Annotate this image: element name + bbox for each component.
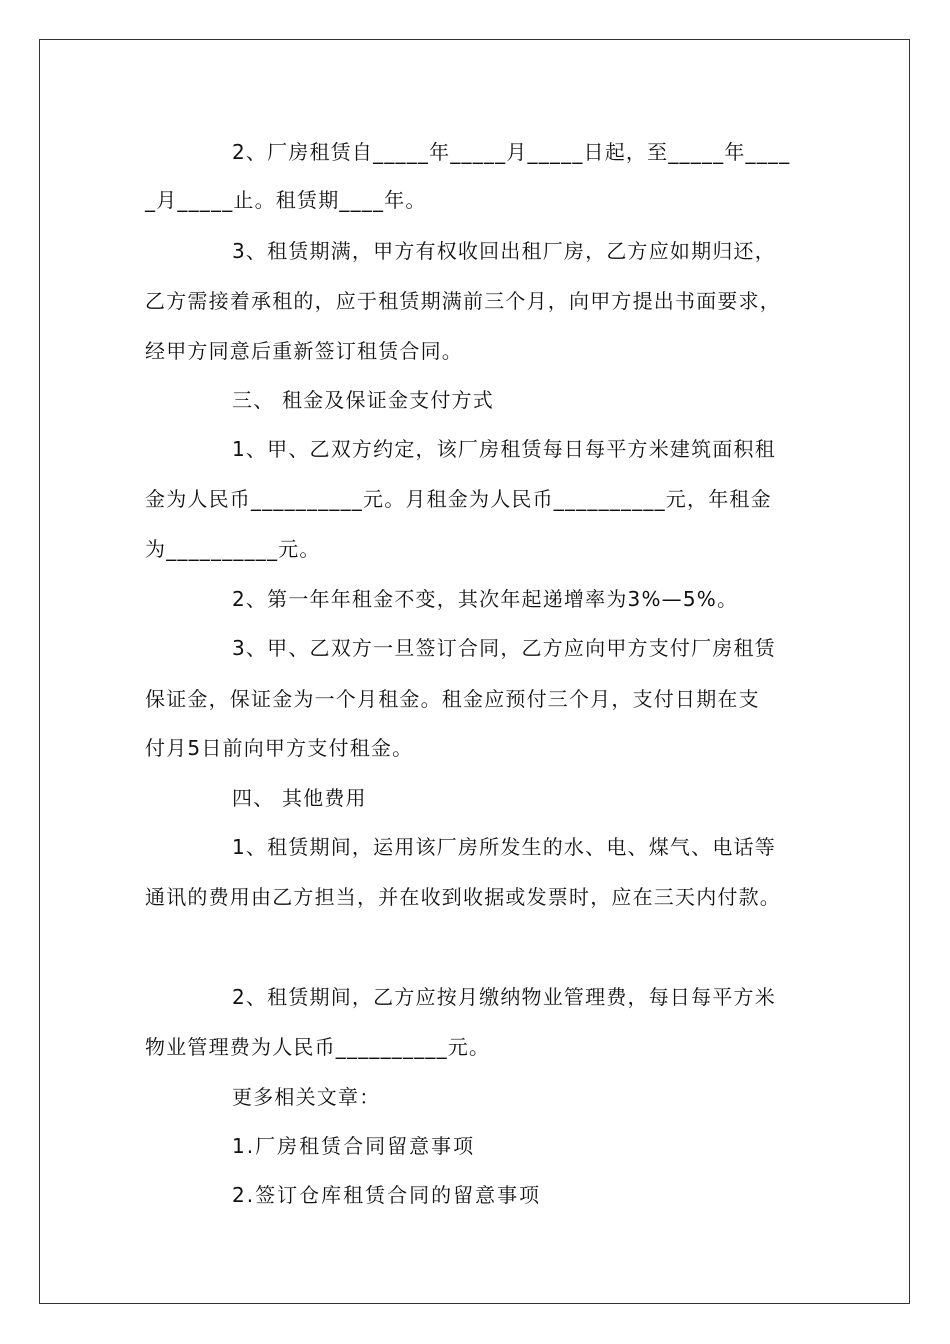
clause-lease-term-line-1: 2、厂房租赁自_____年_____月_____日起，至_____年____ <box>232 140 791 164</box>
clause-expiry-line-2: 乙方需接着承租的，应于租赁期满前三个月，向甲方提出书面要求， <box>145 289 781 313</box>
clause-utilities-line-1: 1、租赁期间，运用该厂房所发生的水、电、煤气、电话等 <box>232 835 776 859</box>
related-articles-heading: 更多相关文章： <box>232 1085 381 1109</box>
clause-lease-term-line-2: _月_____止。租赁期____年。 <box>145 188 427 212</box>
related-link-1[interactable]: 1.厂房租赁合同留意事项 <box>232 1134 476 1158</box>
clause-property-fee-line-1: 2、租赁期间，乙方应按月缴纳物业管理费，每日每平方米 <box>232 985 776 1009</box>
clause-rent-amount-line-2: 金为人民币__________元。月租金为人民币__________元，年租金 <box>145 487 772 511</box>
clause-deposit-line-1: 3、甲、乙双方一旦签订合同，乙方应向甲方支付厂房租赁 <box>232 636 776 660</box>
clause-deposit-line-3: 付月5日前向甲方支付租金。 <box>145 736 414 760</box>
section-heading-other-fees: 四、 其他费用 <box>232 786 367 810</box>
clause-rent-amount-line-3: 为__________元。 <box>145 537 321 561</box>
clause-expiry-line-3: 经甲方同意后重新签订租赁合同。 <box>145 339 463 363</box>
clause-property-fee-line-2: 物业管理费为人民币__________元。 <box>145 1035 491 1059</box>
related-link-2[interactable]: 2.签订仓库租赁合同的留意事项 <box>232 1183 542 1207</box>
clause-utilities-line-2: 通讯的费用由乙方担当，并在收到收据或发票时，应在三天内付款。 <box>145 885 781 909</box>
clause-deposit-line-2: 保证金，保证金为一个月租金。租金应预付三个月，支付日期在支 <box>145 687 760 711</box>
section-heading-rent: 三、 租金及保证金支付方式 <box>232 388 494 412</box>
clause-expiry-line-1: 3、租赁期满，甲方有权收回出租厂房，乙方应如期归还， <box>232 239 776 263</box>
page-border <box>39 39 910 1304</box>
clause-rent-amount-line-1: 1、甲、乙双方约定，该厂房租赁每日每平方米建筑面积租 <box>232 437 776 461</box>
clause-rent-increase: 2、第一年年租金不变，其次年起递增率为3%—5%。 <box>232 587 739 611</box>
